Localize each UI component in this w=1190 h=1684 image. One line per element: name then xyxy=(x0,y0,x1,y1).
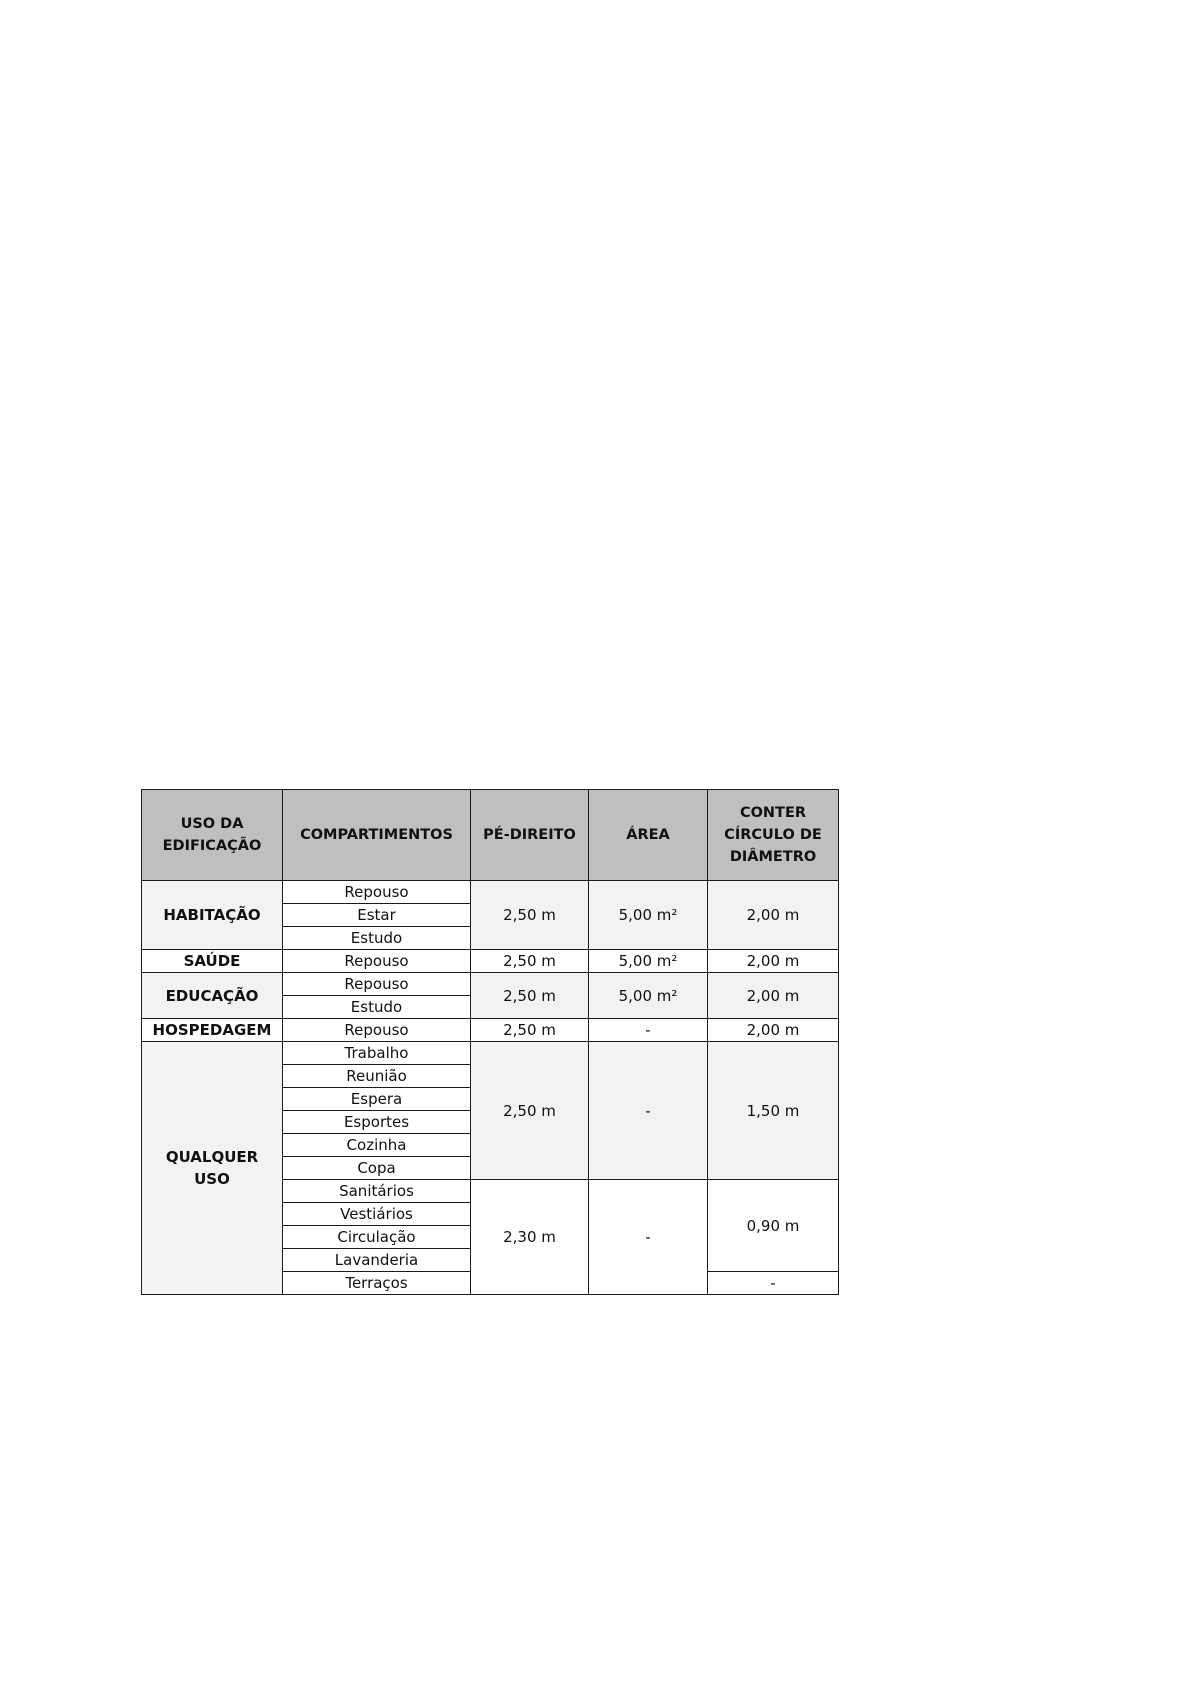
compartimento-cell: Estar xyxy=(283,904,471,927)
compartimento-cell: Esportes xyxy=(283,1111,471,1134)
area-cell: 5,00 m² xyxy=(589,950,708,973)
header-area: ÁREA xyxy=(589,790,708,881)
circulo-cell: - xyxy=(708,1272,839,1295)
area-cell: - xyxy=(589,1019,708,1042)
compartimento-cell: Vestiários xyxy=(283,1203,471,1226)
header-row xyxy=(142,790,839,881)
uso-educacao: EDUCAÇÃO xyxy=(142,973,283,1019)
circulo-cell: 0,90 m xyxy=(708,1180,839,1272)
compartimento-cell: Repouso xyxy=(283,973,471,996)
compartimento-cell: Cozinha xyxy=(283,1134,471,1157)
table-row xyxy=(142,1042,839,1065)
area-cell: - xyxy=(589,1180,708,1295)
uso-hospedagem: HOSPEDAGEM xyxy=(142,1019,283,1042)
compartimento-cell: Estudo xyxy=(283,927,471,950)
compartimento-cell: Espera xyxy=(283,1088,471,1111)
table-row xyxy=(142,881,839,904)
pe-direito-cell: 2,50 m xyxy=(471,973,589,1019)
circulo-cell: 2,00 m xyxy=(708,973,839,1019)
table-row xyxy=(142,1019,839,1042)
circulo-cell: 2,00 m xyxy=(708,881,839,950)
table-row xyxy=(142,950,839,973)
compartimento-cell: Terraços xyxy=(283,1272,471,1295)
uso-saude: SAÚDE xyxy=(142,950,283,973)
compartimento-cell: Repouso xyxy=(283,1019,471,1042)
pe-direito-cell: 2,30 m xyxy=(471,1180,589,1295)
compartimento-cell: Circulação xyxy=(283,1226,471,1249)
compartimento-cell: Reunião xyxy=(283,1065,471,1088)
circulo-cell: 2,00 m xyxy=(708,950,839,973)
uso-habitacao: HABITAÇÃO xyxy=(142,881,283,950)
compartimento-cell: Trabalho xyxy=(283,1042,471,1065)
header-pe-direito: PÉ-DIREITO xyxy=(471,790,589,881)
pe-direito-cell: 2,50 m xyxy=(471,950,589,973)
pe-direito-cell: 2,50 m xyxy=(471,1042,589,1180)
requirements-table xyxy=(141,789,839,1295)
compartimento-cell: Copa xyxy=(283,1157,471,1180)
header-uso: USO DA EDIFICAÇÃO xyxy=(142,790,283,881)
header-compartimentos: COMPARTIMENTOS xyxy=(283,790,471,881)
uso-qualquer-uso: QUALQUER USO xyxy=(142,1042,283,1295)
table-row xyxy=(142,973,839,996)
area-cell: 5,00 m² xyxy=(589,881,708,950)
pe-direito-cell: 2,50 m xyxy=(471,1019,589,1042)
pe-direito-cell: 2,50 m xyxy=(471,881,589,950)
area-cell: 5,00 m² xyxy=(589,973,708,1019)
compartimento-cell: Lavanderia xyxy=(283,1249,471,1272)
compartimento-cell: Estudo xyxy=(283,996,471,1019)
header-circulo: CONTER CÍRCULO DE DIÂMETRO xyxy=(708,790,839,881)
compartimento-cell: Repouso xyxy=(283,950,471,973)
area-cell: - xyxy=(589,1042,708,1180)
circulo-cell: 1,50 m xyxy=(708,1042,839,1180)
compartimento-cell: Repouso xyxy=(283,881,471,904)
circulo-cell: 2,00 m xyxy=(708,1019,839,1042)
compartimento-cell: Sanitários xyxy=(283,1180,471,1203)
